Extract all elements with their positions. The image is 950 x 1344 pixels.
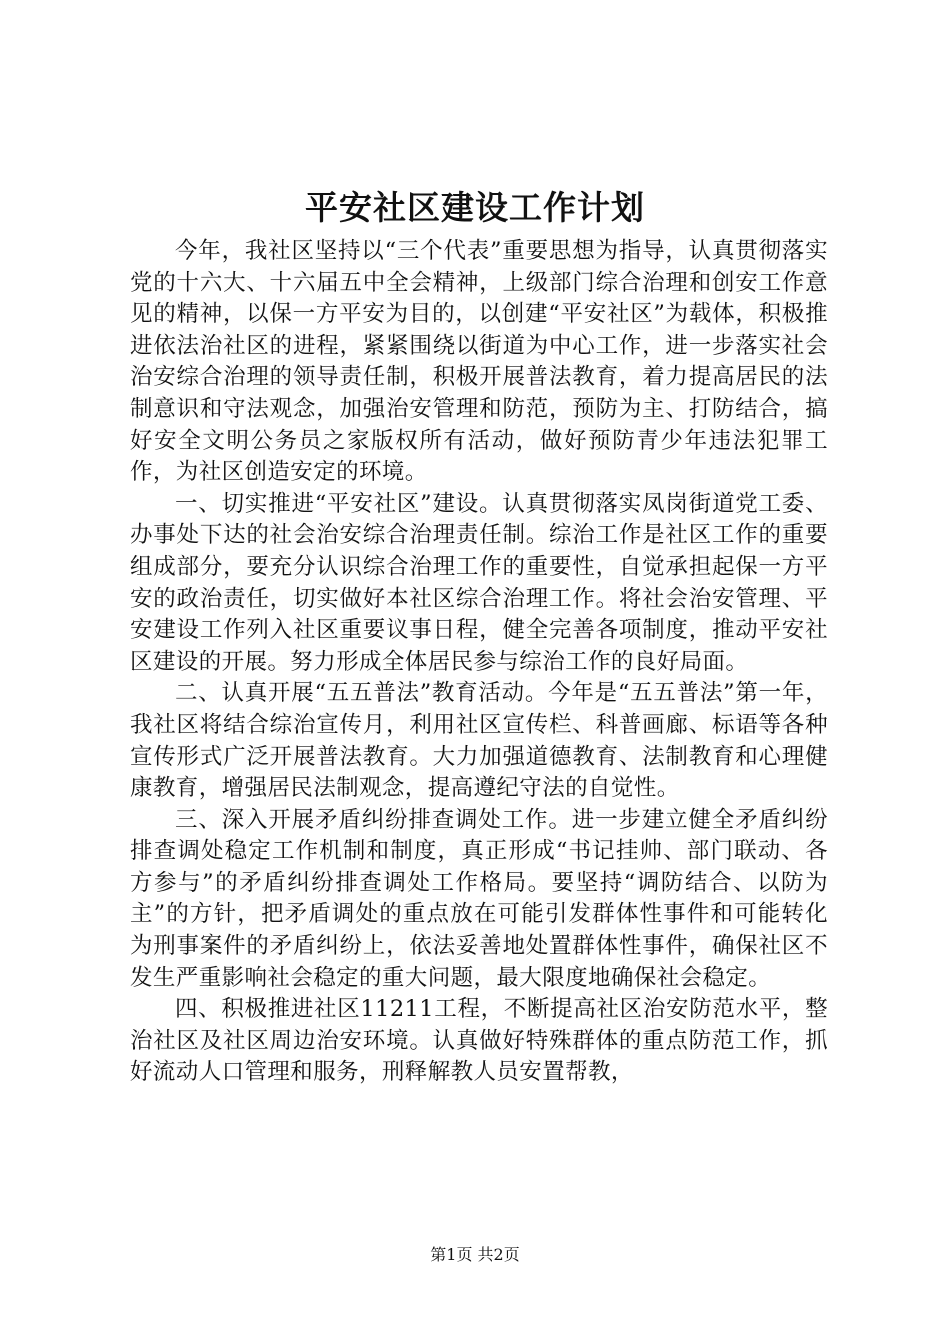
paragraph-section-3: 三、深入开展矛盾纠纷排查调处工作。进一步建立健全矛盾纠纷排查调处稳定工作机制和制度，真正形成“书记挂帅、部门联动、各方参与”的矛盾纠纷排查调处工作格局。要坚持“调防结合、以防为主”的方针，把矛盾调处的重点放在可能引发群体性事件和可能转化为刑事案件的矛盾纠纷上，依法妥善地处置群体性事件，确保社区不发生严重影响社会稳定的重大问题，最大限度地确保社会稳定。 xyxy=(130,806,828,991)
document-title: 平安社区建设工作计划 xyxy=(305,188,645,227)
paragraph-intro: 今年，我社区坚持以“三个代表”重要思想为指导，认真贯彻落实党的十六大、十六届五中全会精神，上级部门综合治理和创安工作意见的精神，以保一方平安为目的，以创建“平安社区”为载体，积极推进依法治社区的进程，紧紧围绕以街道为中心工作，进一步落实社会治安综合治理的领导责任制，积极开展普法教育，着力提高居民的法制意识和守法观念，加强治安管理和防范，预防为主、打防结合，搞好安全文明公务员之家版权所有活动，做好预防青少年违法犯罪工作，为社区创造安定的环境。 xyxy=(130,238,828,486)
document-body xyxy=(130,236,828,1089)
page-footer: 第1页 共2页 xyxy=(430,1245,520,1264)
paragraph-section-1: 一、切实推进“平安社区”建设。认真贯彻落实凤岗街道党工委、办事处下达的社会治安综合治理责任制。综治工作是社区工作的重要组成部分，要充分认识综合治理工作的重要性，自觉承担起保一方平安的政治责任，切实做好本社区综合治理工作。将社会治安管理、平安建设工作列入社区重要议事日程，健全完善各项制度，推动平安社区建设的开展。努力形成全体居民参与综治工作的良好局面。 xyxy=(130,490,828,675)
paragraph-section-4: 四、积极推进社区11211工程，不断提高社区治安防范水平，整治社区及社区周边治安环境。认真做好特殊群体的重点防范工作，抓好流动人口管理和服务，刑释解教人员安置帮教， xyxy=(130,996,828,1086)
paragraph-section-2: 二、认真开展“五五普法”教育活动。今年是“五五普法”第一年，我社区将结合综治宣传月，利用社区宣传栏、科普画廊、标语等各种宣传形式广泛开展普法教育。大力加强道德教育、法制教育和心理健康教育，增强居民法制观念，提高遵纪守法的自觉性。 xyxy=(130,680,828,802)
